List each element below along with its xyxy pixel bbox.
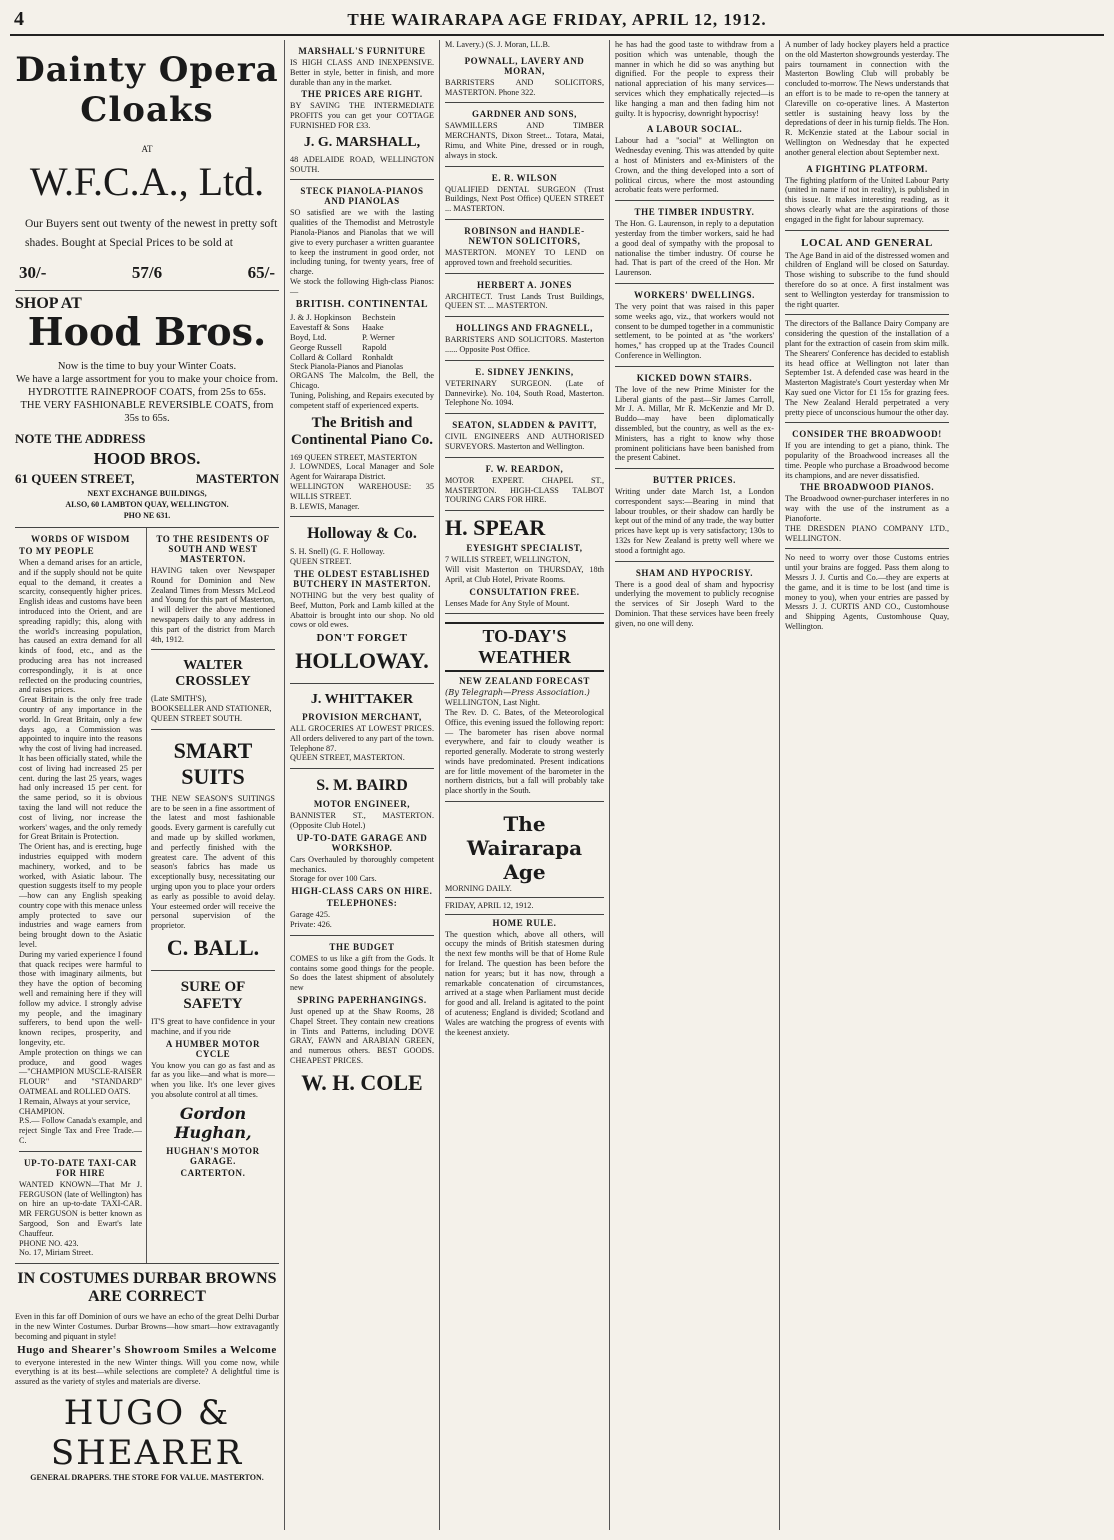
- hood-ad: [15, 291, 279, 528]
- wisdom-salutation: TO MY PEOPLE: [19, 546, 95, 556]
- marshall-address: 48 ADELAIDE ROAD, WELLINGTON SOUTH.: [290, 154, 434, 174]
- column-4: [440, 40, 610, 1530]
- masthead-title: THE WAIRARAPA AGE FRIDAY, APRIL 12, 1912.: [347, 10, 767, 29]
- column-3: [285, 40, 440, 1530]
- professional-card: [445, 50, 604, 104]
- weather-sub: NEW ZEALAND FORECAST: [459, 676, 590, 687]
- column-1: [10, 40, 285, 1530]
- wfca-at: AT: [141, 144, 153, 154]
- article-heading: WORKERS' DWELLINGS.: [634, 289, 755, 300]
- col4-intro: M. Lavery.) (S. J. Moran, LL.B.: [445, 40, 550, 49]
- editorial: [445, 802, 604, 1042]
- firm-detail: BARRISTERS AND SOLICITORS, MASTERTON. Phone 322.: [445, 77, 604, 97]
- holloway-dont: DON'T FORGET: [316, 632, 408, 645]
- brand: J. & J. Hopkinson: [290, 311, 352, 322]
- crossley-trade: BOOKSELLER AND STATIONER,: [151, 704, 272, 714]
- column-6: [780, 40, 954, 1530]
- curtis-notice: [785, 549, 949, 636]
- marshall-heading: MARSHALL'S FURNITURE: [298, 46, 426, 56]
- whittaker-ad: [290, 684, 434, 769]
- pianola-brands: [290, 312, 434, 362]
- hood-name: Hood Bros.: [27, 309, 267, 354]
- safety-name: Gordon Hughan,: [174, 1103, 252, 1142]
- article-body: Writing under date March 1st, a London correspondent says:—Bearing in mind that labour troubles, or their shadow can hardly be kept out of the mind of any trade, the way butter prices have kept up is very satisfactory; 130s to 132s for New Zealand is pretty well where we stood a fortnight ago.: [615, 487, 774, 555]
- pianola-organs: ORGANS The Malcolm, the Bell, the Chicago.: [290, 371, 434, 391]
- pianola-ad: [290, 180, 434, 517]
- brand: George Russell: [290, 341, 343, 352]
- hood-firm: HOOD BROS.: [93, 449, 201, 468]
- residents-heading: TO THE RESIDENTS OF SOUTH AND WEST MASTERTON.: [156, 534, 270, 564]
- broadwood-ad: [785, 423, 949, 549]
- col6-top: A number of lady hockey players held a practice on the old Masterton showgrounds yesterday. The pairs tournament in connection with the Masterton Bowling Club will probably be concluded to-morrow. The News understands that an effort is to be made to re-open the tannery at Clareville on co-operative lines. A Masterton settler is sustaining heavy loss by the depredations of deer in his turnip fields. The Hon. R. McKenzie stated at the Labour social in Wellington on Wednesday that he expected another general election about September next.: [785, 40, 949, 157]
- safety-body: IT'S great to have confidence in your machine, and if you ride: [151, 1016, 275, 1036]
- whittaker-body: ALL GROCERIES AT LOWEST PRICES. All orders delivered to any part of the town.: [290, 724, 434, 743]
- crossley-late: (Late SMITH'S),: [151, 694, 207, 704]
- safety-town: CARTERTON.: [180, 1167, 246, 1178]
- professional-card: [445, 458, 604, 511]
- pianola-body: SO satisfied are we with the lasting qualities of the Themodist and Metrostyle Pianola-Pianos and Pianolas that we will give to every purchaser a written guarantee to keep the instrument in good order, not including tuning, for twenty years, free of charge.: [290, 208, 434, 277]
- baird-storage: Storage for over 100 Cars.: [290, 874, 377, 884]
- wisdom-paragraph: The Orient has, and is erecting, huge industries equipped with modern machinery, worked, and to be worked, with Asiatic labour. The question suggests itself to my people—how can any English speaking country cope with this menace unless amply protected to save our industries and wage earners from being brought down to the Asiatic level.: [19, 842, 142, 950]
- article-body: The Age Band in aid of the distressed women and children of England will be closed on Saturday. Those wishing to subscribe to the fund should therefore do so at once. A first instalment was sent to Wellington yesterday for transmission to the right quarter.: [785, 250, 949, 309]
- safety-motor: A HUMBER MOTOR CYCLE: [165, 1038, 261, 1059]
- hood-line: THE VERY FASHIONABLE REVERSIBLE COATS, from 35s to 65s.: [20, 400, 274, 424]
- broadwood-firm: THE DRESDEN PIANO COMPANY LTD., WELLINGTON.: [785, 523, 949, 543]
- firm-name: HERBERT A. JONES: [477, 279, 572, 290]
- weather-heading: TO-DAY'S WEATHER: [445, 622, 604, 672]
- col6-notes-body: The directors of the Ballance Dairy Company are considering the question of the installation of a plant for the extraction of casein from skim milk. The Shearers' Conference has decided to establish its head office at Wellington not later than September 1st. A defended case was heard in the Masterton Magistrate's Court yesterday when Mr Kay sued one Victor for £1 15s for grazing fees. The New Zealand Herald perpetrated a very pretty piece of unconscious humour the other day.: [785, 319, 949, 417]
- holloway-line: THE OLDEST ESTABLISHED BUTCHERY IN MASTERTON.: [293, 568, 431, 589]
- budget-ad: [290, 936, 434, 1105]
- baird-tel: TELEPHONES:: [326, 898, 398, 909]
- divider: [445, 914, 604, 915]
- article: [615, 118, 774, 201]
- hood-line: We have a large assortment for you to make your choice from.: [16, 374, 278, 385]
- hood-line: Now is the time to buy your Winter Coats.: [57, 361, 237, 372]
- article-heading: SHAM AND HYPOCRISY.: [635, 567, 754, 578]
- wisdom-paragraph: Ample protection on things we can produce, and good wages—"CHAMPION MUSCLE-RAISER FLOUR" and "STANDARD" OATMEAL and ROLLED OATS.: [19, 1047, 142, 1097]
- brand: P. Werner: [362, 331, 395, 342]
- wisdom-article: [19, 528, 142, 1152]
- professional-card: [445, 274, 604, 318]
- marshall-ad: [290, 40, 434, 180]
- marshall-body: IS HIGH CLASS AND INEXPENSIVE. Better in style, better in finish, and more durable than any in the market.: [290, 58, 434, 87]
- spear-ad: [445, 511, 604, 614]
- wfca-price: 30/-: [19, 263, 47, 282]
- brand: Rapold: [362, 341, 387, 352]
- hood-address: [15, 471, 279, 487]
- hood-shop-at: SHOP AT: [15, 295, 82, 312]
- firm-name: HOLLINGS AND FRAGNELL,: [456, 323, 593, 334]
- wisdom-heading: WORDS OF WISDOM: [30, 534, 130, 544]
- marshall-name: J. G. MARSHALL,: [303, 134, 421, 150]
- pianola-warehouse: WELLINGTON WAREHOUSE: 35 WILLIS STREET.: [290, 481, 434, 501]
- pianola-heading: STECK PIANOLA-PIANOS AND PIANOLAS: [300, 186, 424, 207]
- pianola-brands-title: BRITISH. CONTINENTAL: [295, 298, 429, 310]
- wfca-price: 57/6: [131, 263, 163, 282]
- hood-street: 61 QUEEN STREET,: [15, 471, 135, 486]
- brand: Haake: [362, 321, 384, 332]
- hugo-body: Even in this far off Dominion of ours we have an echo of the great Delhi Durbar in the new Winter Costumes. Durbar Browns—how smart—how extravagantly becoming and piquant in style!: [15, 1312, 279, 1341]
- taxi-heading: UP-TO-DATE TAXI-CAR FOR HIRE: [24, 1157, 137, 1178]
- taxi-body: WANTED KNOWN—That Mr J. FERGUSON (late of Wellington) has on hire an up-to-date TAXI-CAR. MR FERGUSON is better known as Sargood, Son and Ewart's late Chauffeur.: [19, 1179, 142, 1238]
- holloway-street: QUEEN STREET.: [290, 557, 352, 567]
- article-heading: A FIGHTING PLATFORM.: [806, 163, 928, 174]
- holloway-body: NOTHING but the very best quality of Beef, Mutton, Pork and Lamb killed at the Abattoir is brought into our shop. No old cows or old ewes.: [290, 590, 434, 630]
- suits-ad: [151, 730, 275, 971]
- brand: Eavestaff & Sons: [290, 321, 350, 332]
- article: [615, 562, 774, 634]
- whittaker-address: QUEEN STREET, MASTERTON.: [290, 753, 405, 763]
- divider: [445, 897, 604, 898]
- article-heading: LOCAL AND GENERAL: [801, 236, 933, 249]
- hugo-heading: IN COSTUMES DURBAR BROWNS ARE CORRECT: [17, 1270, 277, 1306]
- safety-garage: HUGHAN'S MOTOR GARAGE.: [166, 1145, 260, 1166]
- wisdom-paragraph: During my varied experience I found that quack recipes were harmful to those with imaginary ailments, but they have the option of becoming well and remaining here if they will follow my advice. I strongly advise my people, and the imaginary sufferers, to bend upon the well-known recipes, prosperity, and longevity, etc.: [19, 949, 142, 1048]
- editorial-body: The question which, above all others, will occupy the minds of British statesmen during the next few months will be that of Home Rule for Ireland. The question has been before the nation for years; but it has now, through a remarkable concatenation of circumstances, arrived at a stage when Parliament must decide for good and all. Ireland is agitated to the point of acuteness; England is divided; Scotland and Wales are watching the progress of events with the keenest anxiety.: [445, 929, 604, 1037]
- broadwood-body: If you are intending to get a piano, think. The popularity of the Broadwood increases all the time. People who purchase a Broadwood become its champions, and are never dissatisfied.: [785, 441, 949, 480]
- professional-card: [445, 361, 604, 414]
- suits-heading: SMART SUITS: [173, 737, 253, 789]
- article: [615, 284, 774, 367]
- pianola-tuning: Tuning, Polishing, and Repairs executed by competent staff of experienced experts.: [290, 390, 434, 410]
- budget-spring: SPRING PAPERHANGINGS.: [297, 995, 427, 1006]
- baird-body: Cars Overhauled by thoroughly competent mechanics.: [290, 854, 434, 874]
- col1-split: [15, 528, 279, 1263]
- hood-sub1: NEXT EXCHANGE BUILDINGS,: [87, 489, 207, 498]
- residents-body: HAVING taken over Newspaper Round for Dominion and New Zealand Times from Messrs McLeod and Young for this part of Masterton, I will deliver the above mentioned newspapers daily to any address in this part of the district from March 4th, 1912.: [151, 566, 275, 644]
- budget-body2: Just opened up at the Shaw Rooms, 28 Chapel Street. They contain new creations in Tints and Patterns, including DOVE GRAY, FAWN and ARABIAN GREEN, and numerous others. BEST GOODS. CHEAPEST PRICES.: [290, 1007, 434, 1066]
- wisdom-signature: CHAMPION.: [19, 1106, 65, 1116]
- hugo-showroom: Hugo and Shearer's Showroom Smiles a Welcome: [17, 1343, 277, 1356]
- article-heading: A LABOUR SOCIAL.: [646, 124, 743, 135]
- professional-card: [445, 103, 604, 166]
- col1-left-half: [15, 528, 147, 1263]
- article-body: The love of the new Prime Minister for the Liberal giants of the past—Sir James Carroll, Mr J. A. Millar, Mr R. McKenzie and Mr D. Buddo—may have been diplomatically dissembled, but the country, as well as the ex-Ministers, has a right to know why those prominent politicians have been banished from the present Cabinet.: [615, 384, 774, 463]
- baird-garage: Garage 425.: [290, 910, 331, 920]
- article-heading: KICKED DOWN STAIRS.: [636, 372, 753, 383]
- columns: [10, 40, 1104, 1530]
- suits-body: THE NEW SEASON'S SUITINGS are to be seen in a fine assortment of the latest and most fashionable goods. Every garment is carefully cut and made up by skilled workmen, and perfectly finished with the greatest care. The advent of this season's fabrics has made us exceptionally busy, necessitating our urging upon you to place your orders as early as possible to avoid delay. Your esteemed order will receive the personal supervision of the proprietor.: [151, 793, 275, 931]
- brand: Collard & Collard: [290, 351, 352, 362]
- pianola-mgr2: B. LEWIS, Manager.: [290, 501, 360, 511]
- article: [615, 201, 774, 284]
- article-body: Labour had a "social" at Wellington on Wednesday evening. This was attended by quite a host of Ministers and ex-Ministers of the Crown, and the thing developed into a sort of political circus, where the most astounding acrobatic feats were performed.: [615, 136, 774, 195]
- article: [615, 469, 774, 562]
- firm-detail: CIVIL ENGINEERS AND AUTHORISED SURVEYORS. Masterton and Wellington.: [445, 432, 604, 451]
- hugo-body2: to everyone interested in the new Winter things. Will you come now, while everything is at its best—while selections are complete? A delightful time is assured as the variety of styles and materials are diverse.: [15, 1357, 279, 1387]
- spear-address: 7 WILLIS STREET, WELLINGTON,: [445, 555, 571, 565]
- baird-hire: HIGH-CLASS CARS ON HIRE.: [291, 886, 433, 897]
- holloway-big: HOLLOWAY.: [295, 648, 429, 674]
- article-body: The very point that was raised in this paper some weeks ago, viz., that workers would not consent to be dumped together in a communistic settlement, to be pointed at as "the workers' homes," has cropped up at the Trades Council Conference in Wellington.: [615, 301, 774, 360]
- article: [785, 158, 949, 231]
- wisdom-ps: P.S.— Follow Canada's example, and reject Single Tax and Free Trade.—C.: [19, 1116, 142, 1146]
- baird-private: Private: 426.: [290, 920, 332, 930]
- marshall-body2: BY SAVING THE INTERMEDIATE PROFITS you can get your COTTAGE FURNISHED FOR £33.: [290, 101, 434, 130]
- wfca-text: Our Buyers sent out twenty of the newest in pretty soft shades. Bought at Special Prices to be sold at: [25, 218, 278, 249]
- col6-notes: [785, 315, 949, 423]
- pianola-stock: We stock the following High-class Pianos:—: [290, 276, 434, 296]
- wisdom-paragraph: Great Britain is the only free trade country of any importance in the world. In Great Britain, only a few days ago, a Commission was appointed to inquire into the reasons why the cost of living had increased. It has been officially stated, while the cost of living had increased 25 per cent. during the last 25 years, wages had only increased 15 per cent. for the same period, so it is obvious taxing the land will not reduce the cost of living, nor increase the workers' wages, and the only remedy for Great Britain is Protection.: [19, 695, 142, 842]
- budget-body: COMES to us like a gift from the Gods. It contains some good things for the people. So does the latest shipment of absolutely new: [290, 953, 434, 993]
- suits-name: C. BALL.: [166, 934, 260, 960]
- article-heading: BUTTER PRICES.: [653, 475, 736, 486]
- spear-name: H. SPEAR: [445, 515, 546, 541]
- taxi-ad: [19, 1152, 142, 1263]
- crossley-street: QUEEN STREET SOUTH.: [151, 713, 243, 723]
- editorial-date: FRIDAY, APRIL 12, 1912.: [445, 900, 534, 910]
- firm-detail: MOTOR EXPERT. CHAPEL ST., MASTERTON. HIGH-CLASS TALBOT TOURING CARS FOR HIRE.: [445, 475, 604, 505]
- wfca-ad: [15, 40, 279, 291]
- firm-detail: MASTERTON. MONEY TO LEND on approved town and freehold securities.: [445, 247, 604, 267]
- hugo-name: HUGO & SHEARER: [50, 1392, 244, 1473]
- whittaker-name: J. WHITTAKER: [310, 692, 414, 708]
- residents-notice: [151, 528, 275, 650]
- brand: Bechstein: [362, 311, 396, 322]
- budget-name: W. H. COLE: [301, 1069, 423, 1095]
- weather-body: The Rev. D. C. Bates, of the Meteorological Office, this evening issued the following report:— The barometer has risen above normal everywhere, and fair to cloudy weather is reported generally. Moderate to strong westerly winds have predominated. Present indications are for little movement of the barometer in the northern districts, but a fall will probably take place shortly in the South.: [445, 707, 604, 796]
- firm-detail: BARRISTERS AND SOLICITORS. Masterton ...... Opposite Post Office.: [445, 335, 604, 354]
- hugo-ad: [15, 1263, 279, 1487]
- professional-card: [445, 414, 604, 458]
- safety-heading: SURE OF SAFETY: [180, 978, 246, 1012]
- safety-ad: [151, 971, 275, 1185]
- firm-detail: VETERINARY SURGEON. (Late of Dannevirke). No. 104, South Road, Masterton. Telephone No. 1094.: [445, 378, 604, 408]
- article: [615, 367, 774, 469]
- curtis-body: No need to worry over those Customs entries until your brains are fogged. Pass them along to Messrs J. J. Curtis and Co.—they are experts at the game, and it is time to be lost (and time is money to you), when your entries are passed by Messrs J. J. CURTIS AND CO., Customhouse and Shipping Agents, Customhouse Quay, Wellington.: [785, 553, 949, 632]
- firm-detail: QUALIFIED DENTAL SURGEON (Trust Buildings, Next Post Office) QUEEN STREET ... MASTERTON.: [445, 184, 604, 214]
- taxi-address: No. 17, Miriam Street.: [19, 1248, 94, 1258]
- article-body: There is a good deal of sham and hypocrisy underlying the movement to publicly recognise the services of Sir Joseph Ward to the Dominion. That these services have been freely given, no one will deny.: [615, 579, 774, 628]
- col5-top: he has had the good taste to withdraw from a position which was untenable, though the manner in which he did so was anything but dignified. For the people to express their national appreciation of his many services—services which they emphatically rejected—is like hanging a man and then fading him not guilty. It is hypocrisy, downright hypocrisy!: [615, 40, 774, 118]
- baird-line: UP-TO-DATE GARAGE AND WORKSHOP.: [296, 832, 428, 853]
- article-body: The Hon. G. Laurenson, in reply to a deputation yesterday from the timber workers, said he had a good deal of sympathy with the proposal to nationalise the timber industry. Of course he had. That is part of the creed of the Hon. Mr Laurenson.: [615, 219, 774, 278]
- marshall-prices: THE PRICES ARE RIGHT.: [301, 89, 423, 100]
- broadwood-body2: The Broadwood owner-purchaser interferes in no way with the use of the instrument as a Pianoforte.: [785, 494, 949, 524]
- article-body: The fighting platform of the United Labour Party (united in name if not in reality), is published in this issue. It makes interesting reading, as it shows clearly what are the aspirations of those engaged in the fight for labour supremacy.: [785, 175, 949, 224]
- taxi-phone: PHONE NO. 423.: [19, 1238, 79, 1248]
- professional-card: [445, 167, 604, 220]
- firm-detail: SAWMILLERS AND TIMBER MERCHANTS, Dixon Street... Totara, Matai, Rimu, and White Pine, dressed or in rough, always in stock.: [445, 121, 604, 160]
- spear-visit: Will visit Masterton on THURSDAY, 18th April, at Club Hotel, Private Rooms.: [445, 564, 604, 584]
- spear-free: CONSULTATION FREE.: [469, 586, 580, 597]
- weather-place: WELLINGTON, Last Night.: [445, 698, 540, 708]
- firm-name: E. R. WILSON: [491, 172, 558, 183]
- editorial-heading: HOME RULE.: [492, 917, 557, 928]
- baird-trade: MOTOR ENGINEER,: [313, 799, 411, 810]
- whittaker-trade: PROVISION MERCHANT,: [302, 712, 422, 723]
- article-heading: THE TIMBER INDUSTRY.: [634, 207, 755, 218]
- hood-line: HYDROTITE RAINEPROOF COATS, from 25s to 65s.: [27, 387, 266, 398]
- professional-card: [445, 317, 604, 361]
- pianola-company: The British and Continental Piano Co.: [290, 414, 434, 448]
- firm-name: SEATON, SLADDEN & PAVITT,: [452, 420, 597, 431]
- brand: Boyd, Ltd.: [290, 331, 327, 342]
- holloway-sub: S. H. Snell) (G. F. Holloway.: [290, 547, 385, 557]
- safety-body2: You know you can go as fast and as far as you like—and what is more—when you like. It's one lever gives you absolute control at all times.: [151, 1060, 275, 1099]
- wfca-firm: W.F.C.A., Ltd.: [29, 159, 265, 204]
- col2-inset: [147, 528, 279, 1263]
- spear-title: EYESIGHT SPECIALIST,: [466, 543, 583, 554]
- broadwood-sub: THE BROADWOOD PIANOS.: [799, 482, 935, 493]
- firm-detail: ARCHITECT. Trust Lands Trust Buildings, QUEEN ST. ... MASTERTON.: [445, 291, 604, 311]
- pianola-manager: J. LOWNDES, Local Manager and Sole Agent for Wairarapa District.: [290, 462, 434, 482]
- baird-address: BANNISTER ST., MASTERTON. (Opposite Club Hotel.): [290, 811, 434, 831]
- hugo-sub: GENERAL DRAPERS. THE STORE FOR VALUE. MASTERTON.: [30, 1472, 264, 1482]
- weather-article: [445, 614, 604, 802]
- wisdom-closing: I Remain, Always at your service,: [19, 1096, 131, 1106]
- wfca-headline: Dainty Opera Cloaks: [15, 50, 279, 130]
- column-5: [610, 40, 780, 1530]
- editorial-masthead: The Wairarapa Age: [466, 812, 583, 885]
- firm-name: GARDNER AND SONS,: [472, 109, 577, 120]
- wfca-prices: [15, 257, 279, 285]
- broadwood-heading: CONSIDER THE BROADWOOD!: [792, 429, 942, 440]
- baird-ad: [290, 769, 434, 936]
- weather-wire: (By Telegraph—Press Association.): [445, 687, 590, 698]
- whittaker-phone: Telephone 87.: [290, 743, 337, 753]
- spear-lenses: Lenses Made for Any Style of Mount.: [445, 598, 570, 608]
- hood-sub2: ALSO, 60 LAMBTON QUAY, WELLINGTON.: [65, 500, 229, 509]
- budget-heading: THE BUDGET: [329, 941, 395, 952]
- hood-phone: PHO NE 631.: [123, 511, 171, 520]
- editorial-daily: MORNING DAILY.: [445, 884, 512, 894]
- holloway-ad: [290, 517, 434, 684]
- professional-card: [445, 220, 604, 274]
- masthead: [10, 8, 1104, 36]
- firm-name: POWNALL, LAVERY AND MORAN,: [464, 55, 585, 76]
- firm-name: ROBINSON and HANDLE-NEWTON SOLICITORS,: [464, 225, 585, 246]
- hood-town: MASTERTON: [195, 471, 279, 486]
- baird-name: S. M. BAIRD: [316, 777, 408, 795]
- hood-note: NOTE THE ADDRESS: [15, 431, 146, 446]
- article: [785, 231, 949, 316]
- pianola-address: 169 QUEEN STREET, MASTERTON: [290, 452, 418, 462]
- page-number: 4: [14, 8, 24, 30]
- pianola-steck: Steck Pianola-Pianos and Pianolas: [290, 361, 404, 371]
- brand: Ronhaldt: [362, 351, 394, 362]
- wisdom-paragraph: When a demand arises for an article, and if the supply should not be quite equal to the demand, it creates a scarcity, consequently higher prices. English ideas and customs have been introduced into the Orient, and are spreading rapidly; this, along with the world's increasing population, has caused an extra demand for all kinds of food, etc., and as the producing area has not increased correspondingly, it is at once reflected on the producing countries, and raises prices.: [19, 558, 142, 695]
- holloway-name: Holloway & Co.: [307, 525, 417, 543]
- crossley-name: WALTER CROSSLEY: [175, 658, 251, 690]
- wfca-price: 65/-: [247, 263, 275, 282]
- crossley-ad: [151, 650, 275, 729]
- firm-name: E. SIDNEY JENKINS,: [475, 366, 574, 377]
- firm-name: F. W. REARDON,: [485, 463, 564, 474]
